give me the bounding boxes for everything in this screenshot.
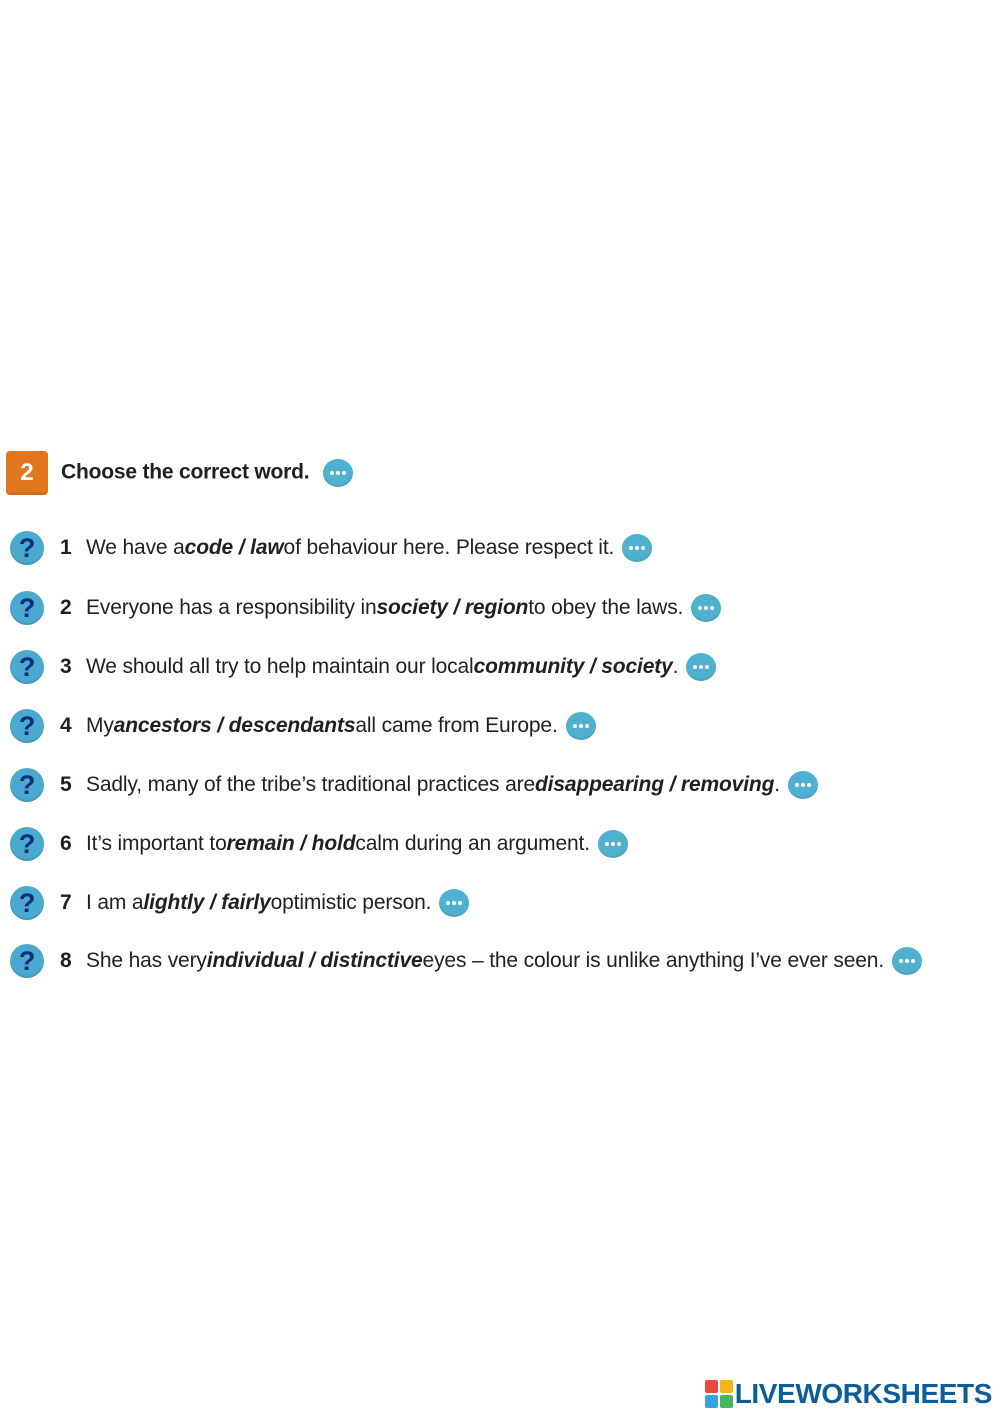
exercise-item xyxy=(10,531,652,565)
exercise-item xyxy=(10,709,596,743)
answer-choice[interactable]: remain / hold xyxy=(226,832,356,855)
question-mark-icon[interactable]: ? xyxy=(10,709,44,743)
item-sentence xyxy=(86,594,721,622)
sentence-after: calm during an argument. xyxy=(355,832,590,855)
item-sentence xyxy=(86,947,922,975)
audio-dots-icon[interactable] xyxy=(598,830,628,858)
sentence-after: . xyxy=(672,655,679,678)
item-number: 3 xyxy=(60,655,72,678)
item-number: 5 xyxy=(60,773,72,796)
question-mark-icon[interactable]: ? xyxy=(10,531,44,565)
sentence-after: of behaviour here. Please respect it. xyxy=(283,536,615,559)
exercise-instruction-text: Choose the correct word. xyxy=(61,460,310,484)
audio-dots-icon[interactable] xyxy=(439,889,469,917)
item-sentence xyxy=(86,771,818,799)
item-number: 8 xyxy=(60,949,72,972)
question-mark-icon[interactable]: ? xyxy=(10,886,44,920)
audio-dots-icon[interactable] xyxy=(686,653,716,681)
item-sentence xyxy=(86,889,469,917)
answer-choice[interactable]: code / law xyxy=(184,536,284,559)
liveworksheets-brand xyxy=(705,1378,992,1410)
item-number: 4 xyxy=(60,714,72,737)
answer-choice[interactable]: disappearing / removing xyxy=(534,773,775,796)
exercise-item xyxy=(10,591,721,625)
item-sentence xyxy=(86,712,596,740)
item-number: 7 xyxy=(60,891,72,914)
audio-dots-icon[interactable] xyxy=(788,771,818,799)
sentence-before: It’s important to xyxy=(86,832,227,855)
audio-dots-icon[interactable] xyxy=(892,947,922,975)
answer-choice[interactable]: individual / distinctive xyxy=(206,949,423,972)
exercise-item xyxy=(10,827,628,861)
liveworksheets-logo-icon xyxy=(705,1380,733,1408)
sentence-after: optimistic person. xyxy=(270,891,432,914)
sentence-after: to obey the laws. xyxy=(528,596,684,619)
item-number: 2 xyxy=(60,596,72,619)
exercise-item xyxy=(10,944,922,978)
sentence-before: I am a xyxy=(86,891,144,914)
item-number: 1 xyxy=(60,536,72,559)
question-mark-icon[interactable]: ? xyxy=(10,650,44,684)
audio-dots-icon[interactable] xyxy=(323,459,353,487)
question-mark-icon[interactable]: ? xyxy=(10,944,44,978)
brand-text: LIVEWORKSHEETS xyxy=(734,1378,992,1409)
sentence-before: Everyone has a responsibility in xyxy=(86,596,377,619)
answer-choice[interactable]: community / society xyxy=(473,655,673,678)
sentence-after: . xyxy=(774,773,780,796)
question-mark-icon[interactable]: ? xyxy=(10,827,44,861)
exercise-instruction xyxy=(61,459,353,487)
audio-dots-icon[interactable] xyxy=(622,534,652,562)
exercise-number-badge: 2 xyxy=(6,451,48,495)
item-number: 6 xyxy=(60,832,72,855)
exercise-header xyxy=(6,450,353,496)
exercise-item xyxy=(10,886,469,920)
item-sentence xyxy=(86,534,652,562)
audio-dots-icon[interactable] xyxy=(691,594,721,622)
sentence-before: My xyxy=(86,714,114,737)
answer-choice[interactable]: society / region xyxy=(376,596,529,619)
exercise-item xyxy=(10,650,716,684)
answer-choice[interactable]: ancestors / descendants xyxy=(113,714,356,737)
sentence-after: eyes – the colour is unlike anything I’ve ever seen. xyxy=(422,949,885,972)
sentence-before: Sadly, many of the tribe’s traditional practices are xyxy=(86,773,535,796)
item-sentence xyxy=(86,830,628,858)
sentence-after: all came from Europe. xyxy=(355,714,558,737)
sentence-before: We have a xyxy=(86,536,185,559)
question-mark-icon[interactable]: ? xyxy=(10,591,44,625)
question-mark-icon[interactable]: ? xyxy=(10,768,44,802)
item-sentence xyxy=(86,653,716,681)
audio-dots-icon[interactable] xyxy=(566,712,596,740)
sentence-before: We should all try to help maintain our local xyxy=(86,655,474,678)
exercise-item xyxy=(10,768,818,802)
answer-choice[interactable]: lightly / fairly xyxy=(143,891,271,914)
sentence-before: She has very xyxy=(86,949,207,972)
